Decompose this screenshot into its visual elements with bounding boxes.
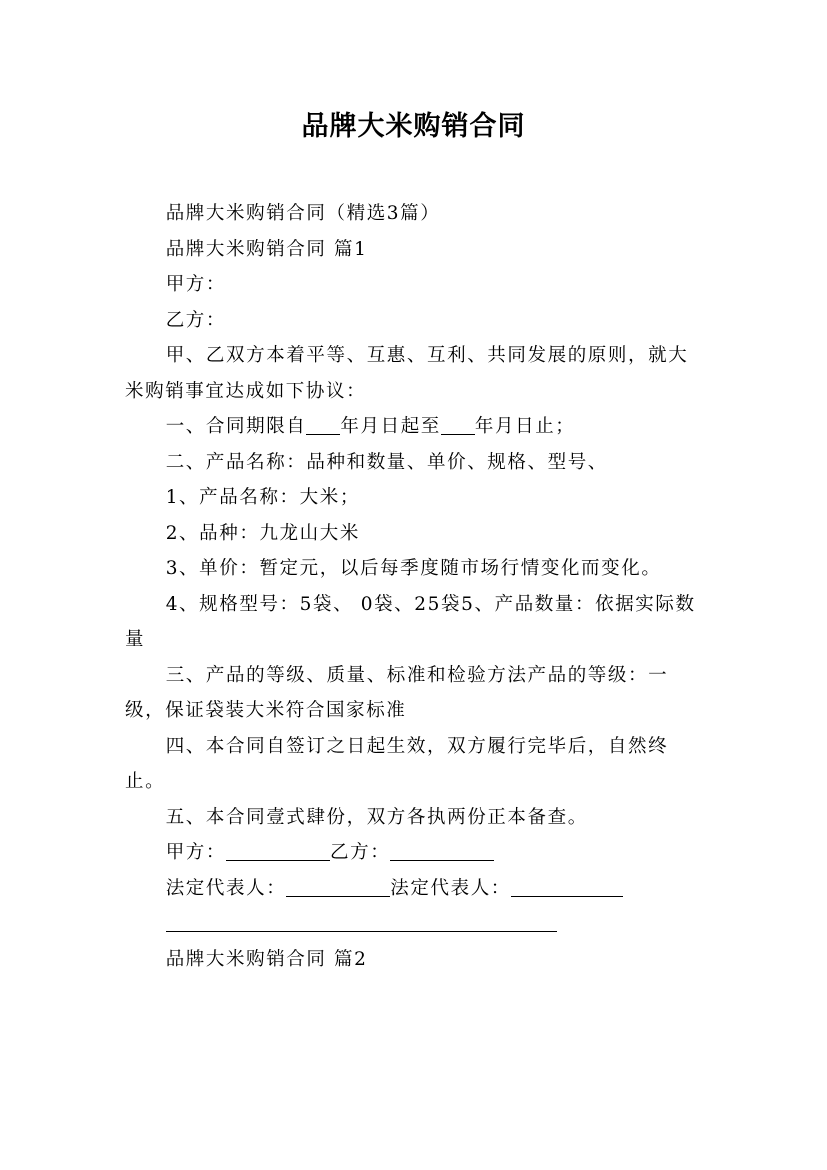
quality-clause: 三、产品的等级、质量、标准和检验方法产品的等级：一级，保证袋装大米符合国家标准 — [125, 664, 669, 721]
legal-representative-line — [125, 871, 705, 907]
copies-clause: 五、本合同壹式肆份，双方各执两份正本备查。 — [165, 806, 588, 828]
blank-line — [166, 911, 261, 932]
blank-line — [357, 911, 461, 932]
blank-line — [309, 911, 357, 932]
signature-parties-line — [125, 835, 705, 871]
spec-item: 4、规格型号：5袋、 0袋、25袋5、产品数量：依据实际数量 — [125, 593, 696, 650]
blank-line — [306, 414, 340, 435]
party-b-signature-label: 乙方： — [330, 842, 391, 863]
blank-line — [226, 840, 330, 861]
blank-line — [441, 414, 475, 435]
blank-line — [511, 876, 623, 897]
legal-rep-a-label: 法定代表人： — [165, 877, 287, 899]
contract-heading-1: 品牌大米购销合同 篇1 — [165, 238, 368, 260]
blank-line — [390, 840, 494, 861]
blank-line — [261, 911, 309, 932]
term-clause-middle: 年月日起至 — [340, 416, 441, 437]
variety-item: 2、品种：九龙山大米 — [165, 522, 360, 544]
signature-date-line — [125, 906, 705, 942]
preamble-paragraph: 甲、乙双方本着平等、互惠、互利、共同发展的原则，就大米购销事宜达成如下协议： — [125, 345, 689, 402]
legal-rep-b-label: 法定代表人： — [390, 877, 511, 899]
effective-clause: 四、本合同自签订之日起生效，双方履行完毕后，自然终止。 — [125, 735, 669, 792]
blank-line — [509, 911, 557, 932]
document-body — [125, 196, 705, 977]
collection-heading: 品牌大米购销合同（精选3篇） — [165, 203, 441, 224]
party-a-line: 甲方： — [165, 274, 226, 295]
term-clause-start: 一、合同期限自 — [165, 416, 307, 437]
unit-price-item: 3、单价：暂定元，以后每季度随市场行情变化而变化。 — [165, 558, 662, 579]
term-clause — [125, 409, 705, 445]
blank-line — [286, 876, 390, 897]
blank-line — [461, 911, 509, 932]
document-title: 品牌大米购销合同 — [301, 111, 526, 142]
product-clause: 二、产品名称：品种和数量、单价、规格、型号、 — [165, 451, 608, 473]
party-b-line: 乙方： — [165, 309, 226, 331]
product-name-item: 1、产品名称：大米； — [165, 487, 360, 508]
term-clause-end: 年月日止； — [474, 416, 576, 437]
contract-heading-2: 品牌大米购销合同 篇2 — [165, 948, 368, 970]
party-a-signature-label: 甲方： — [165, 842, 226, 863]
